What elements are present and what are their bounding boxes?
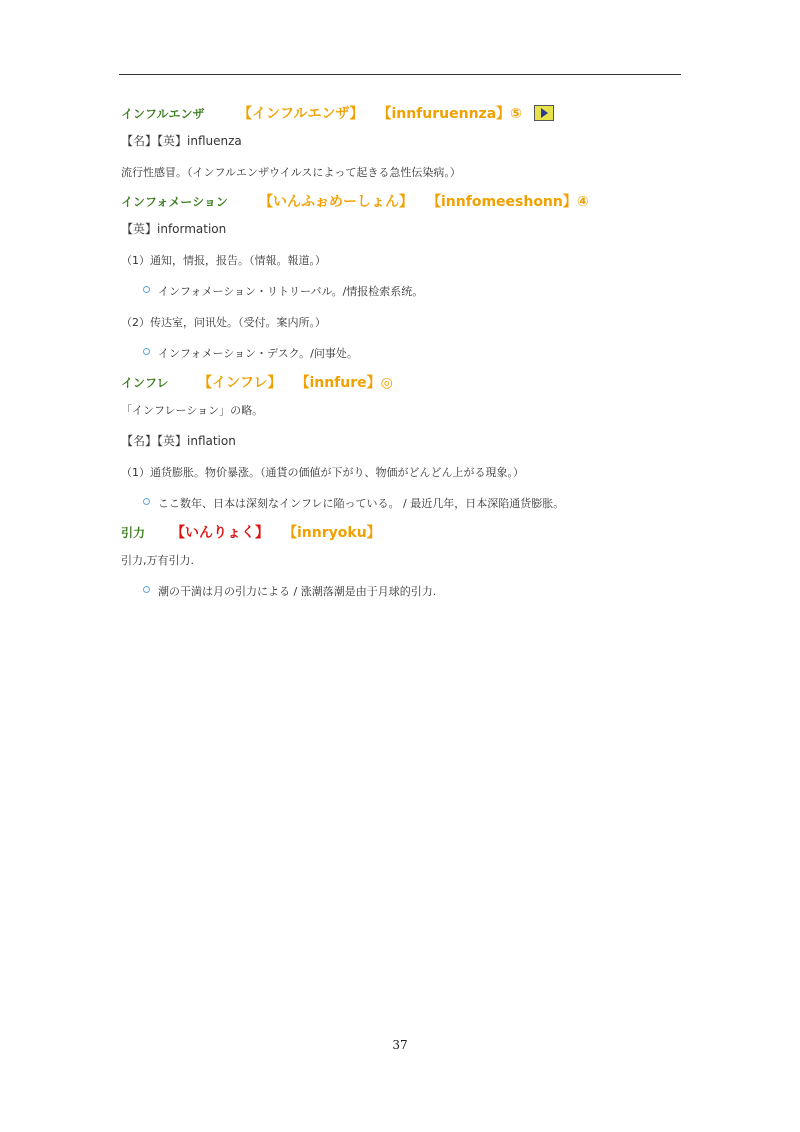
definition-line: （1）通知，情报，报告。（情報。報道。） <box>121 254 326 267</box>
romaji-reading: 【innfomeeshonn】④ <box>427 194 589 210</box>
romaji-reading: 【innfure】◎ <box>295 375 393 391</box>
romaji-reading: 【innryoku】 <box>283 525 381 541</box>
entry-inryoku <box>121 519 681 607</box>
example-item <box>121 276 681 307</box>
entry-inflation <box>121 369 681 519</box>
bullet-icon <box>143 586 150 593</box>
example-item <box>121 338 681 369</box>
kana-reading: 【インフレ】 <box>198 375 282 391</box>
entry-influenza <box>121 100 681 188</box>
bullet-icon <box>143 286 150 293</box>
kana-reading: 【いんりょく】 <box>171 525 269 541</box>
example-text: インフォメーション・デスク。/问事处。 <box>158 347 358 360</box>
page-number: 37 <box>392 1038 408 1052</box>
entry-head <box>121 519 681 545</box>
example-text: ここ数年、日本は深刻なインフレに陥っている。 / 最近几年，日本深陷通货膨胀。 <box>158 497 565 510</box>
bullet-icon <box>143 498 150 505</box>
romaji-reading: 【innfuruennza】⑤ <box>377 106 522 122</box>
definition-line: 【名】【英】inflation <box>121 434 236 448</box>
headword: 引力 <box>121 525 146 540</box>
entry-information <box>121 188 681 369</box>
dictionary-content <box>121 100 681 607</box>
entry-head <box>121 100 681 126</box>
example-item <box>121 576 681 607</box>
entry-head <box>121 188 681 214</box>
definition-line: 「インフレーション」の略。 <box>121 404 264 417</box>
example-text: インフォメーション・リトリーバル。/情报检索系统。 <box>158 285 424 298</box>
definition-line: （1）通货膨胀。物价暴涨。（通貨の価値が下がり、物価がどんどん上がる現象。） <box>121 466 524 479</box>
sound-icon[interactable] <box>534 105 554 121</box>
kana-reading: 【いんふぉめーしょん】 <box>259 194 413 210</box>
bullet-icon <box>143 348 150 355</box>
definition-line: （2）传达室，问讯处。（受付。案内所。） <box>121 316 326 329</box>
headword: インフォメーション <box>121 194 228 209</box>
header-rule <box>119 74 681 75</box>
kana-reading: 【インフルエンザ】 <box>238 106 364 122</box>
entry-head <box>121 369 681 395</box>
definition-line: 引力,万有引力. <box>121 554 194 567</box>
example-item <box>121 488 681 519</box>
headword: インフレ <box>121 375 169 390</box>
headword: インフルエンザ <box>121 106 205 121</box>
definition-line: 【名】【英】influenza <box>121 134 242 148</box>
definition-line: 流行性感冒。（インフルエンザウイルスによって起きる急性伝染病。） <box>121 166 461 179</box>
definition-line: 【英】information <box>121 222 227 236</box>
example-text: 潮の干満は月の引力による / 涨潮落潮是由于月球的引力. <box>158 585 437 598</box>
